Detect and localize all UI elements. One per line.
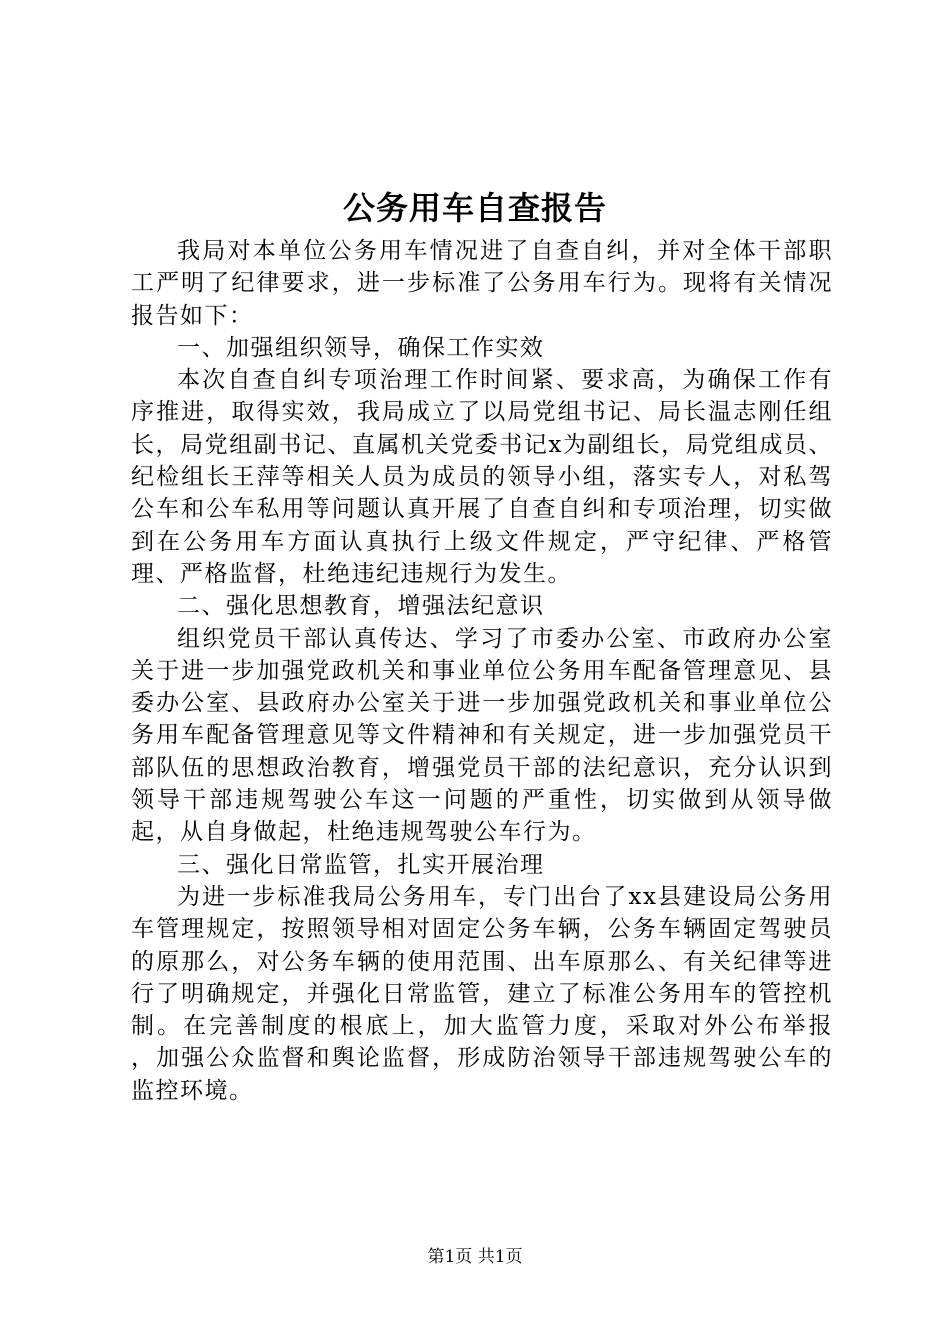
document-title: 公务用车自查报告 [342, 189, 607, 227]
section-paragraph-2: 组织党员干部认真传达、学习了市委办公室、市政府办公室关于进一步加强党政机关和事业单位公务用车配备管理意见、县委办公室、县政府办公室关于进一步加强党政机关和事业单位公务用车配备管理意见等文件精神和有关规定，进一步加强党员干部队伍的思想政治教育，增强党员干部的法纪意识，充分认识到领导干部违规驾驶公车这一问题的严重性，切实做到从领导做起，从自身做起，杜绝违规驾驶公车行为。 [131, 625, 833, 846]
section-paragraph-3: 为进一步标准我局公务用车，专门出台了xx县建设局公务用车管理规定，按照领导相对固定公务车辆，公务车辆固定驾驶员的原那么，对公务车辆的使用范围、出车原那么、有关纪律等进行了明确规定，并强化日常监管，建立了标准公务用车的管控机制。在完善制度的根底上，加大监管力度，采取对外公布举报 ，加强公众监督和舆论监督，形成防治领导干部违规驾驶公车的监控环境。 [131, 883, 867, 1104]
section-paragraph-1: 本次自查自纠专项治理工作时间紧、要求高，为确保工作有序推进，取得实效，我局成立了以局党组书记、局长温志刚任组长，局党组副书记、直属机关党委书记x为副组长，局党组成员、纪检组长王萍等相关人员为成员的领导小组，落实专人，对私驾公车和公车私用等问题认真开展了自查自纠和专项治理，切实做到在公务用车方面认真执行上级文件规定，严守纪律、严格管理、严格监督，杜绝违纪违规行为发生。 [131, 367, 833, 587]
document-body [131, 235, 867, 1107]
section-heading-3: 三、强化日常监管，扎实开展治理 [177, 851, 545, 878]
page-footer: 第1页 共1页 [427, 1247, 523, 1267]
intro-paragraph: 我局对本单位公务用车情况进了自查自纠，并对全体干部职工严明了纪律要求，进一步标准了公务用车行为。现将有关情况报告如下： [131, 238, 833, 329]
section-heading-2: 二、强化思想教育，增强法纪意识 [177, 593, 545, 620]
section-heading-1: 一、加强组织领导，确保工作实效 [177, 334, 545, 361]
